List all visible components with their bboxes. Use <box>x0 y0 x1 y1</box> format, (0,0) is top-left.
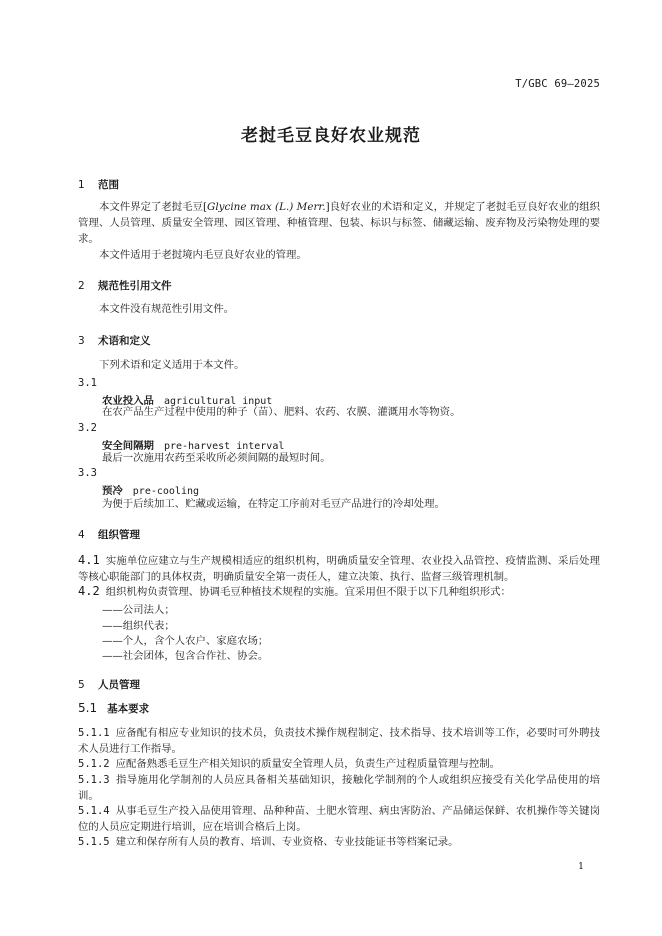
term-zh: 安全间隔期 <box>102 440 154 452</box>
normative-references-text: 本文件没有规范性引用文件。 <box>99 303 235 315</box>
terms-intro: 下列术语和定义适用于本文件。 <box>99 359 245 371</box>
term-number: 3.1 <box>78 377 97 389</box>
subsection-heading <box>78 701 149 716</box>
clause-text: 实施单位应建立与生产规模相适应的组织机构，明确质量安全管理、农业投入品管控、疫情监测、采后处理等核心职能部门的具体权责，明确质量安全第一责任人，建立决策、执行、监督三级管理机制。 <box>78 555 600 583</box>
scope-text-b: ]良好农业的术语和定义，并规定了老挝毛豆良好农业的组织管理、人员管理、质量安全管理、园区管理、种植管理、包装、标识与标签、储藏运输、废弃物及污染物处理的要求。 <box>78 201 600 245</box>
document-title: 老挝毛豆良好农业规范 <box>241 126 421 146</box>
list-item: ——公司法人； <box>102 604 175 616</box>
clause-4-1 <box>78 552 600 585</box>
list-item: ——组织代表； <box>102 620 175 632</box>
scope-applicability: 本文件适用于老挝境内毛豆良好农业的管理。 <box>99 249 307 261</box>
section-heading-personnel <box>78 677 140 692</box>
clause-text: 指导施用化学制剂的人员应具备相关基础知识，接触化学制剂的个人或组织应接受有关化学品使用的培训。 <box>78 774 600 802</box>
term-number: 3.3 <box>78 467 97 479</box>
section-number: 2 <box>78 280 85 292</box>
clause-number: 5.1.4 <box>78 805 110 817</box>
clause-number: 4.1 <box>78 553 100 567</box>
subsection-number: 5.1 <box>78 701 98 715</box>
term-zh: 农业投入品 <box>102 395 154 407</box>
clause-5-1-3 <box>78 772 600 804</box>
section-number: 1 <box>78 179 85 191</box>
clause-5-1-4 <box>78 803 600 835</box>
section-heading-organization <box>78 527 140 542</box>
clause-5-1-1 <box>78 725 600 757</box>
section-number: 4 <box>78 529 85 541</box>
clause-number: 5.1.5 <box>78 836 110 848</box>
section-heading-normative-references <box>78 278 172 293</box>
clause-text: 从事毛豆生产投入品使用管理、品种种苗、土肥水管理、病虫害防治、产品储运保鲜、农机操作等关键岗位的人员应定期进行培训，应在培训合格后上岗。 <box>78 805 600 833</box>
list-item: ——个人，含个人农户、家庭农场； <box>102 635 269 647</box>
latin-name: Glycine max (L.) Merr. <box>207 201 326 213</box>
section-title: 规范性引用文件 <box>98 280 172 292</box>
clause-text: 组织机构负责管理、协调毛豆种植技术规程的实施。宜采用但不限于以下几种组织形式： <box>105 586 511 598</box>
section-title: 组织管理 <box>98 529 140 541</box>
clause-5-1-5 <box>78 834 600 850</box>
term-definition: 最后一次施用农药至采收所必须间隔的最短时间。 <box>102 452 331 464</box>
list-item: ——社会团体，包含合作社、协会。 <box>102 650 269 662</box>
section-number: 5 <box>78 679 85 691</box>
term-en: agricultural input <box>163 396 273 407</box>
clause-text: 建立和保存所有人员的教育、培训、专业资格、专业技能证书等档案记录。 <box>115 836 459 848</box>
term-zh: 预冷 <box>102 485 123 497</box>
scope-text-a: 本文件界定了老挝毛豆[ <box>99 201 208 213</box>
term-en: pre-cooling <box>132 486 200 497</box>
clause-number: 4.2 <box>78 584 100 598</box>
term-definition: 为便于后续加工、贮藏或运输，在特定工序前对毛豆产品进行的冷却处理。 <box>102 498 445 510</box>
section-heading-scope <box>78 177 119 192</box>
scope-paragraph <box>78 199 600 247</box>
clause-5-1-2 <box>78 756 600 772</box>
page-number: 1 <box>577 861 584 872</box>
term-heading <box>102 482 199 497</box>
section-title: 范围 <box>98 179 119 191</box>
clause-4-2 <box>78 583 600 600</box>
section-number: 3 <box>78 335 85 347</box>
section-heading-terms <box>78 333 151 348</box>
clause-number: 5.1.1 <box>78 727 110 739</box>
clause-number: 5.1.2 <box>78 758 110 770</box>
section-title: 术语和定义 <box>98 335 151 347</box>
term-en: pre-harvest interval <box>163 441 285 452</box>
standard-code: T/GBC 69—2025 <box>515 78 600 90</box>
section-title: 人员管理 <box>98 679 140 691</box>
clause-text: 应备配有相应专业知识的技术员，负责技术操作规程制定、技术指导、技术培训等工作，必要时可外聘技术人员进行工作指导。 <box>78 727 600 755</box>
term-definition: 在农产品生产过程中使用的种子（苗）、肥料、农药、农膜、灌溉用水等物资。 <box>102 406 461 418</box>
term-number: 3.2 <box>78 422 97 434</box>
clause-text: 应配备熟悉毛豆生产相关知识的质量安全管理人员，负责生产过程质量管理与控制。 <box>115 758 501 770</box>
clause-number: 5.1.3 <box>78 774 110 786</box>
subsection-title: 基本要求 <box>107 703 150 715</box>
